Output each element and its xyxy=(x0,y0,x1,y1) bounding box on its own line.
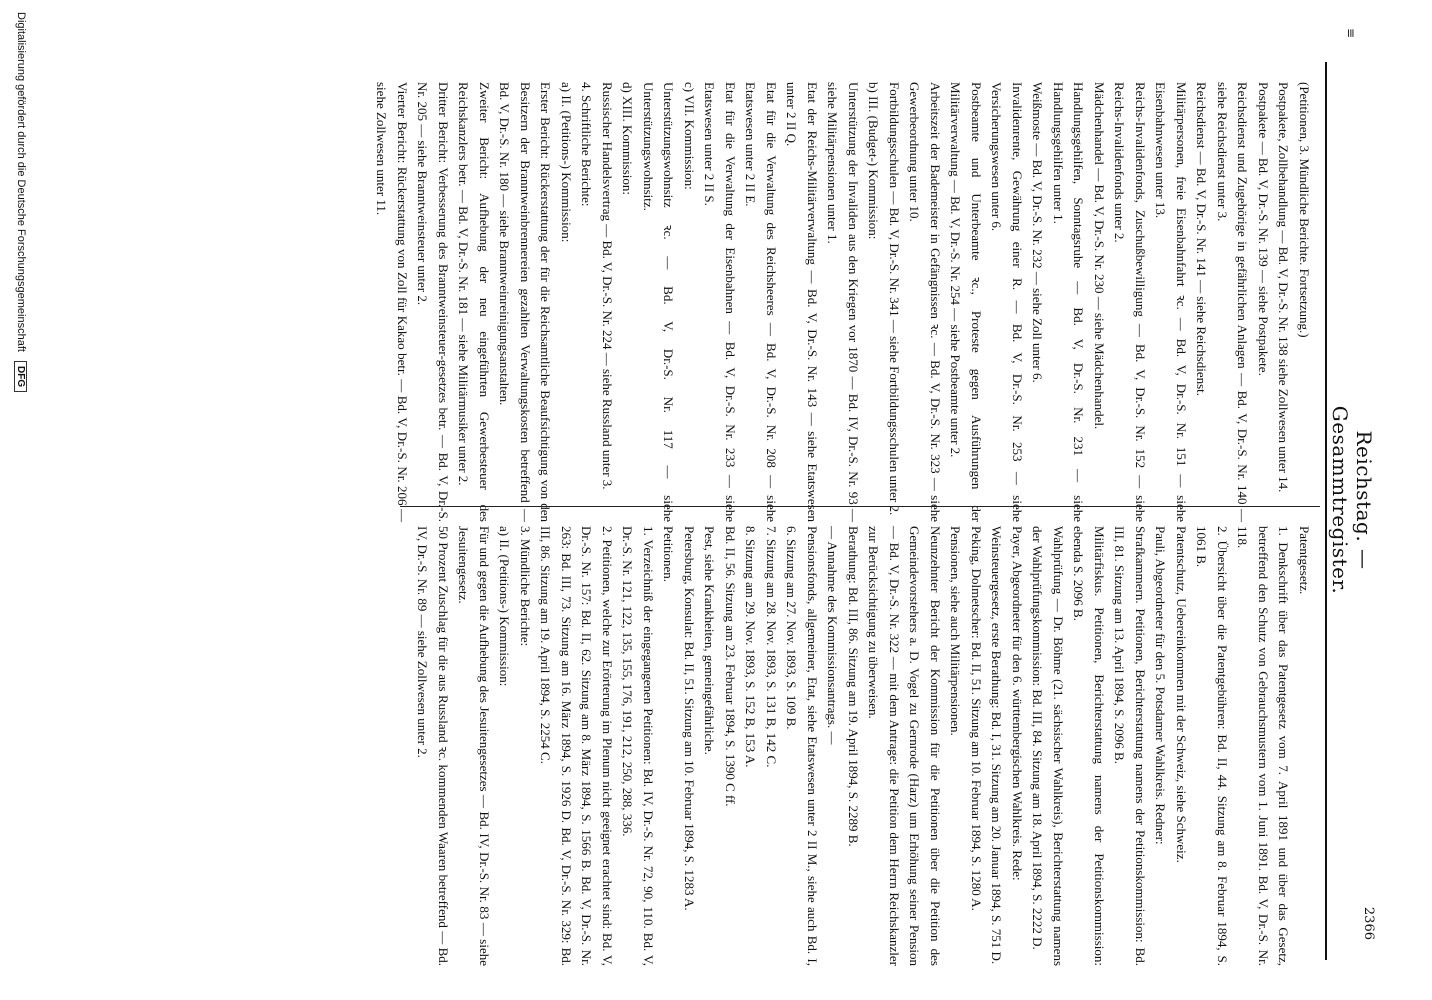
index-entry: — Annahme des Kommissionsantrags. — xyxy=(825,526,841,745)
index-entry: Petitionen. xyxy=(661,526,677,582)
index-entry: Neunzehnter Bericht der Kommission für die Petitionen über die Petition des Gemeindevorstehers a. D. Vogel zu Gernrode (Harz) um Erhöhung seiner Pension — Bd. V, Dr.-S. Nr. 322 — mit dem Antrage: die Petition dem Herrn Reichskanzler zur Berücksichtigung zu überweisen. xyxy=(866,526,943,966)
index-entry: c) VII. Kommission: xyxy=(682,82,697,190)
dfg-logo: DFG xyxy=(14,361,27,392)
index-entry: Etat für die Verwaltung des Reichsheeres — Bd. V, Dr.-S. Nr. 208 — siehe Etatswesen unter 2 II E. xyxy=(743,82,779,522)
index-entry: 1. Denkschrift über das Patentgesetz vom 7. April 1891 und über das Gesetz, betreffend den Schutz von Gebrauchsmustern vom 1. Juni 1891. Bd. V, Dr.-S. Nr. 118. xyxy=(1235,526,1292,966)
index-entry: Unterstützung der Invaliden aus den Kriegen vor 1870 — Bd. IV, Dr.-S. Nr. 93 — siehe Militärpensionen unter 1. xyxy=(825,82,861,522)
index-entry: 50 Prozent Zuschlag für die aus Russland ꝛc. kommenden Waaren betreffend — Bd. IV, Dr.-S. Nr. 89 — siehe Zollwesen unter 2. xyxy=(415,526,451,966)
index-entry: Postbeamte und Unterbeamte ꝛc., Proteste gegen Ausführungen der Militärverwaltung — Bd. V, Dr.-S. Nr. 254 — siehe Postbeamte unter 2. xyxy=(948,82,984,522)
digitization-credit xyxy=(14,12,27,992)
column-divider xyxy=(400,506,1320,507)
index-entry: Unterstützungswohnsitz ꝛc. — Bd. V, Dr.-S. Nr. 117 — siehe Unterstützungswohnsitz. xyxy=(641,82,677,522)
index-entry: Invalidenrente, Gewährung einer R. — Bd. V, Dr.-S. Nr. 253 — siehe Versicherungswesen unter 6. xyxy=(989,82,1025,522)
index-entry: Wahlprüfung — Dr. Böhme (21. sächsischer Wahlkreis), Berichterstattung namens der Wahlprüfungskommission: Bd. III, 84. Sitzung am 18. April 1894, S. 2222 D. xyxy=(1030,526,1066,966)
index-entry: Payer, Abgeordneter für den 6. württembergischen Wahlkreis. Rede: xyxy=(1010,526,1025,881)
index-entry: Zweiter Bericht: Aufhebung der neu eingeführten Gewerbesteuer des Reichskanzlers betr. — Bd. V, Dr.-S. Nr. 181 — siehe Militärmusiker unter 2. xyxy=(456,82,492,522)
index-entry: Weißmoste — Bd. V, Dr.-S. Nr. 232 — siehe Zoll unter 6. xyxy=(1030,82,1046,383)
running-title: Reichstag. — Gesammtregister. xyxy=(1328,405,1376,595)
index-entry: 3. Mündliche Berichte: xyxy=(518,526,533,647)
index-entry: Bd. II, 56. Sitzung am 23. Februar 1894, S. 1390 C ff. xyxy=(723,526,738,807)
index-entry: Russischer Handelsvertrag — Bd. V, Dr.-S. Nr. 224 — siehe Russland unter 3. xyxy=(600,82,615,490)
index-entry: Weinsteuergesetz, erste Berathung: Bd. I, 31. Sitzung am 20. Januar 1894, S. 751 D. xyxy=(989,526,1005,965)
index-entry: Handlungsgehilfen, Sonntagsruhe — Bd. V, Dr.-S. Nr. 231 — siehe Handlungsgehilfen unter 1. xyxy=(1051,82,1087,522)
index-entry: Patentschutz, Uebereinkommen mit der Schweiz, siehe Schweiz. xyxy=(1174,526,1189,863)
index-entry: 8. Sitzung am 29. Nov. 1893, S. 152 B, 153 A. xyxy=(743,526,759,768)
index-entry: Fortbildungsschulen — Bd. V, Dr.-S. Nr. 341 — siehe Fortbildungsschulen unter 2. xyxy=(887,82,902,516)
index-entry: Reichsdienst — Bd. V, Dr.-S. Nr. 141 — siehe Reichsdienst. xyxy=(1194,82,1210,397)
index-entry: b) III. (Budget-) Kommission: xyxy=(866,82,882,240)
index-entry: Reichsdienst und Zugehörige in gefährlichen Anlagen — Bd. V, Dr.-S. Nr. 140 — siehe Reichsdienst unter 3. xyxy=(1215,82,1251,522)
index-entry: Arbeitszeit der Bademeister in Gefängnissen ꝛc. — Bd. V, Dr.-S. Nr. 323 — siehe Gewerbeordnung unter 10. xyxy=(907,82,943,522)
index-entry: Pest, siehe Krankheiten, gemeingefährliche. xyxy=(702,526,718,755)
right-column xyxy=(412,526,1314,966)
index-entry: Erster Bericht: Rückerstattung der für die Reichsamtliche Beaufsichtigung von den Besitzern der Branntweinbrennereien gezahlten Verwaltungskosten betreffend — Bd. V, Dr.-S. Nr. 180 — siehe Branntweinreinigungsanstalten. xyxy=(497,82,554,522)
index-entry: 2. Petitionen, welche zur Erörterung im Plenum nicht geeignet erachtet sind: Bd. V, Dr.-S. Nr. 157: Bd. II, 62. Sitzung am 8. März 1894, S. 1566 B. Bd. V, Dr.-S. Nr. 263: Bd. III, 73. Sitzung am 16. März 1894, S. 1926 D. Bd. V, Dr.-S. Nr. 329: Bd. III, 86. Sitzung am 19. April 1894, S. 2254 C. xyxy=(538,526,615,966)
index-entry: Berathung: Bd. III, 86. Sitzung am 19. April 1894, S. 2289 B. xyxy=(846,526,861,847)
index-entry: Strafkammern. Petitionen, Berichterstattung namens der Petitionskommission: Bd. III, 81. Sitzung am 13. April 1894, S. 2096 B. xyxy=(1112,526,1148,966)
index-entry: Postpakete — Bd. V, Dr.-S. Nr. 139 — siehe Postpakete. xyxy=(1256,82,1271,376)
index-entry: a) II. (Petitions-) Kommission: xyxy=(559,82,574,243)
index-entry: Postpakete, Zollbehandlung — Bd. V, Dr.-S. Nr. 138 siehe Zollwesen unter 14. xyxy=(1276,82,1292,493)
index-entry: Patentgesetz. xyxy=(1297,526,1312,595)
index-entry: Petersburg, Konsulat: Bd. II, 51. Sitzung am 10. Februar 1894, S. 1283 A. xyxy=(682,526,697,911)
page-number: 2366 xyxy=(1361,906,1376,940)
index-entry: Peking, Dolmetscher: Bd. II, 51. Sitzung am 10. Februar 1894, S. 1280 A. xyxy=(969,526,984,911)
index-entry: 7. Sitzung am 28. Nov. 1893, S. 131 B, 142 C. xyxy=(764,526,779,768)
index-entry: Dritter Bericht: Verbesserung des Branntweinsteuer-gesetzes betr. — Bd. V, Dr.-S. Nr. 205 — siehe Branntweinsteuer unter 2. xyxy=(415,82,451,522)
index-entry: 4. Schriftliche Berichte: xyxy=(579,82,595,207)
left-column xyxy=(371,82,1314,522)
index-entry: Mädchenhandel — Bd. V, Dr.-S. Nr. 230 — siehe Mädchenhandel. xyxy=(1092,82,1107,430)
index-entry: (Petitionen, 3. Mündliche Berichte. Fortsetzung.) xyxy=(1297,82,1312,338)
index-entry: Etat für die Verwaltung der Eisenbahnen — Bd. V, Dr.-S. Nr. 233 — siehe Etatswesen unter 2 II S. xyxy=(702,82,738,522)
index-entry: Etat der Reichs-Militärverwaltung — Bd. V, Dr.-S. Nr. 143 — siehe Etatswesen unter 2 II Q. xyxy=(784,82,820,522)
index-entry: 2. Übersicht über die Patentgebühren: Bd. II, 44. Sitzung am 8. Februar 1894, S. 1061 B. xyxy=(1194,526,1230,966)
corner-mark: ≡ xyxy=(1344,28,1358,39)
index-entry: 1. Verzeichniß der eingegangenen Petitionen: Bd. IV, Dr.-S. Nr. 72, 90, 110. Bd. V, Dr.-S. Nr. 121, 122, 135, 155, 176, 191, 212, 250, 288, 336. xyxy=(620,526,656,966)
index-entry: Vierter Bericht: Rückerstattung von Zoll für Kakao betr. — Bd. V, Dr.-S. Nr. 206 — siehe Zollwesen unter 11. xyxy=(374,82,410,522)
index-entry: Pauli, Abgeordneter für den 5. Potsdamer Wahlkreis. Redner: xyxy=(1153,526,1169,845)
index-entry: Reichs-Invalidenfonds, Zuschußbewilligung — Bd. V, Dr.-S. Nr. 152 — siehe Reichs-Invalidenfonds unter 2. xyxy=(1112,82,1148,522)
index-entry: d) XIII. Kommission: xyxy=(620,82,636,196)
index-entry: Militärfiskus. Petitionen, Berichterstattung namens der Petitionskommission: ebenda S. 2096 B. xyxy=(1071,526,1107,966)
header-rule xyxy=(1325,62,1327,960)
index-entry: Pensionsfonds, allgemeiner, Etat, siehe Etatswesen unter 2 II M., siehe auch Bd. I, 6. Sitzung am 27. Nov. 1893, S. 109 B. xyxy=(784,526,820,966)
index-entry: Militärpersonen, freie Eisenbahnfahrt ꝛc. — Bd. V, Dr.-S. Nr. 151 — siehe Eisenbahnwesen unter 13. xyxy=(1153,82,1189,522)
index-entry: Pensionen, siehe auch Militärpensionen. xyxy=(948,526,964,736)
index-entry: Für und gegen die Aufhebung des Jesuitengesetzes — Bd. IV, Dr.-S. Nr. 83 — siehe Jesuitengesetz. xyxy=(456,526,492,966)
index-entry: a) II. (Petitions-) Kommission: xyxy=(497,526,513,687)
credit-text: Digitalisierung gefördert durch die Deutsche Forschungsgemeinschaft xyxy=(15,12,27,352)
